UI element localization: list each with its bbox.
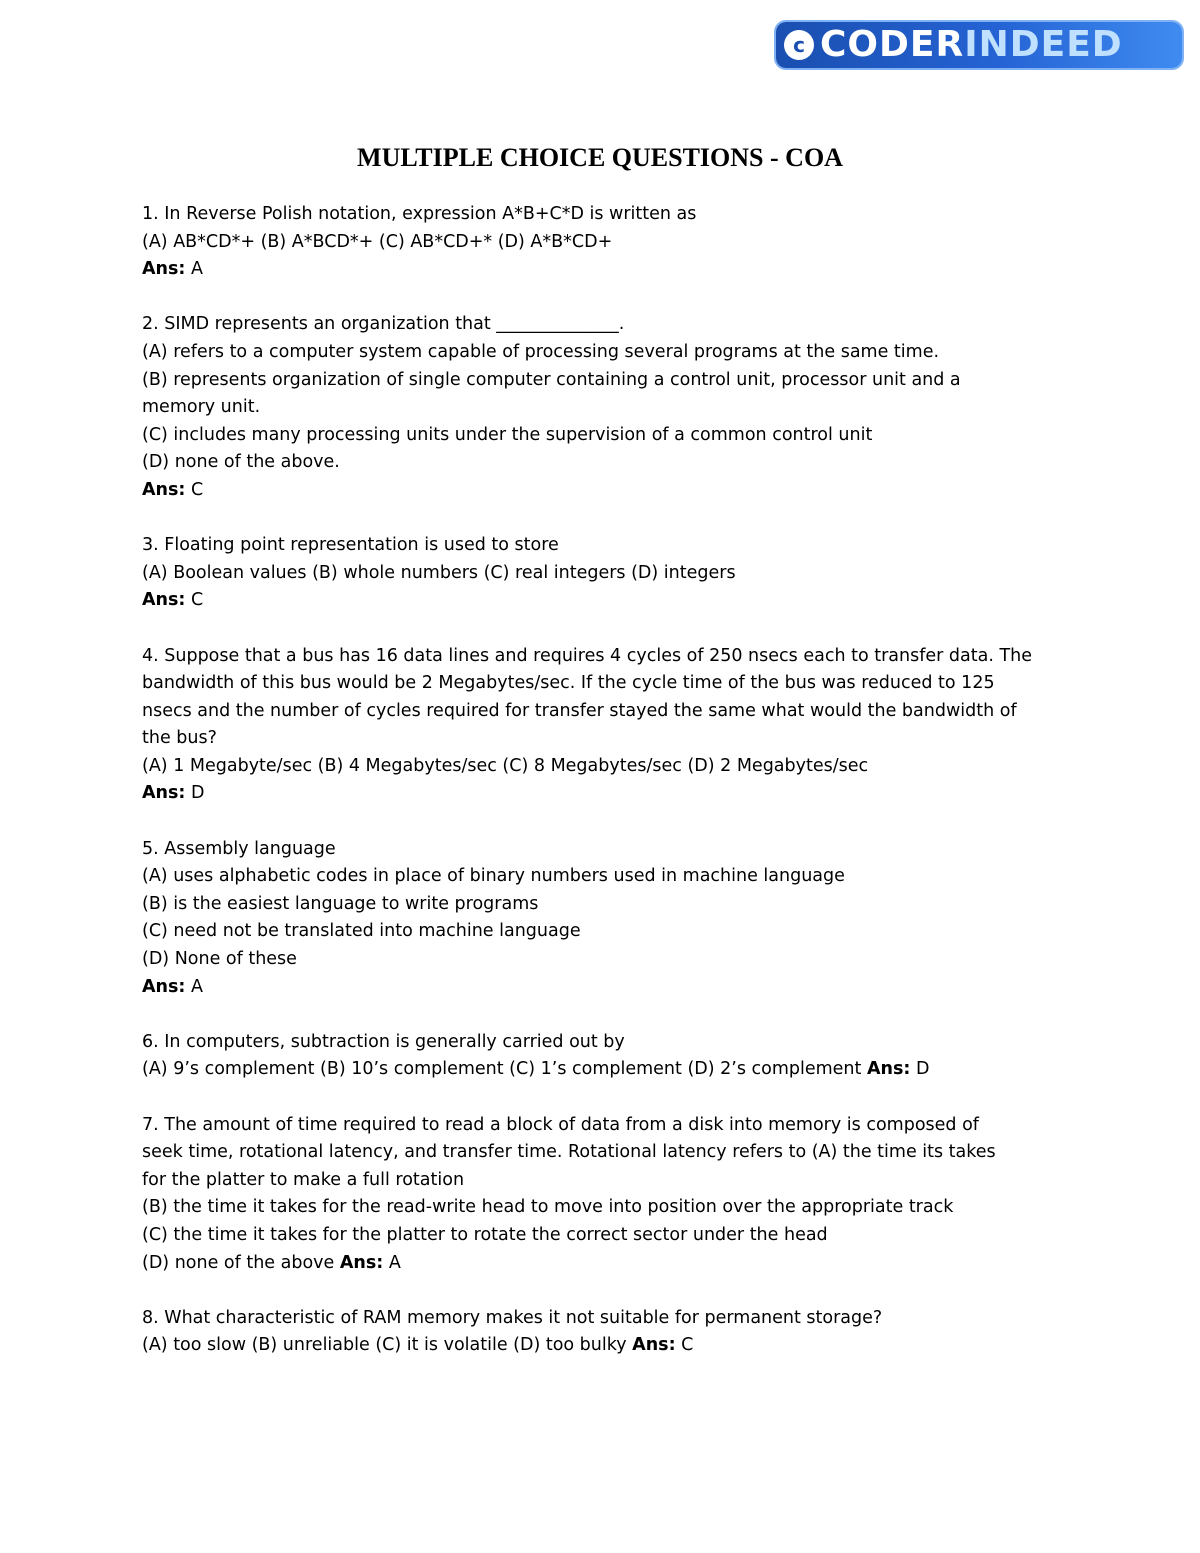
questions-list xyxy=(142,201,1062,1388)
question-text: 7. The amount of time required to read a block of data from a disk into memory is composed of xyxy=(142,1114,979,1135)
question-option-line: (A) uses alphabetic codes in place of binary numbers used in machine language xyxy=(142,866,845,887)
answer-line xyxy=(142,256,1062,284)
question-text: 6. In computers, subtraction is generally carried out by xyxy=(142,1031,625,1052)
answer-line-options: (A) 9’s complement (B) 10’s complement (C) 1’s complement (D) 2’s complement xyxy=(142,1059,867,1080)
logo-wordmark xyxy=(820,24,1123,65)
answer-value: A xyxy=(185,976,203,997)
answer-value: A xyxy=(383,1252,401,1273)
answer-label: Ans: xyxy=(142,783,186,804)
question-option-line: (C) includes many processing units under the supervision of a common control unit xyxy=(142,424,873,445)
answer-value: D xyxy=(910,1059,930,1080)
question-text: 4. Suppose that a bus has 16 data lines and requires 4 cycles of 250 nsecs each to transfer data. The xyxy=(142,645,1032,666)
answer-value: A xyxy=(185,259,203,280)
question-option-line: bandwidth of this bus would be 2 Megabytes/sec. If the cycle time of the bus was reduced to 125 xyxy=(142,673,995,694)
answer-line xyxy=(142,974,1062,1002)
question-option-line: memory unit. xyxy=(142,397,261,418)
question-block xyxy=(142,311,1062,504)
answer-value: D xyxy=(185,783,205,804)
answer-label: Ans: xyxy=(339,1252,384,1273)
question-text: 5. Assembly language xyxy=(142,838,336,859)
question-block xyxy=(142,1305,1062,1360)
question-option-line: (A) AB*CD*+ (B) A*BCD*+ (C) AB*CD+* (D) A*B*CD+ xyxy=(142,231,613,252)
answer-value: C xyxy=(185,479,204,500)
question-option-line: (B) is the easiest language to write programs xyxy=(142,893,539,914)
answer-line xyxy=(142,1250,1062,1278)
answer-label: Ans: xyxy=(142,259,186,280)
answer-line-options: (A) too slow (B) unreliable (C) it is volatile (D) too bulky xyxy=(142,1335,633,1356)
question-option-line: for the platter to make a full rotation xyxy=(142,1169,465,1190)
answer-line xyxy=(142,1332,1062,1360)
question-option-line: nsecs and the number of cycles required for transfer stayed the same what would the bandwidth of xyxy=(142,700,1017,721)
copyright-c-icon xyxy=(784,30,814,60)
answer-label: Ans: xyxy=(142,976,186,997)
question-text: 2. SIMD represents an organization that ______________. xyxy=(142,314,625,335)
answer-line-options: (D) none of the above xyxy=(142,1252,340,1273)
question-block xyxy=(142,1029,1062,1084)
answer-line xyxy=(142,587,1062,615)
question-block xyxy=(142,532,1062,615)
coderindeed-logo xyxy=(776,22,1182,68)
document-title: MULTIPLE CHOICE QUESTIONS - COA xyxy=(357,143,843,172)
question-option-line: (B) the time it takes for the read-write head to move into position over the appropriate track xyxy=(142,1197,954,1218)
answer-label: Ans: xyxy=(632,1335,676,1356)
question-option-line: (D) None of these xyxy=(142,949,297,970)
question-option-line: (D) none of the above. xyxy=(142,452,340,473)
question-block xyxy=(142,643,1062,809)
answer-label: Ans: xyxy=(142,479,186,500)
answer-line xyxy=(142,780,1062,808)
answer-line xyxy=(142,1056,1062,1084)
question-text: 1. In Reverse Polish notation, expression A*B+C*D is written as xyxy=(142,204,697,224)
logo-text-coder: CODER xyxy=(820,24,965,65)
answer-value: C xyxy=(185,590,204,611)
question-text: 3. Floating point representation is used to store xyxy=(142,535,559,556)
question-option-line: (C) need not be translated into machine language xyxy=(142,921,581,942)
question-option-line: (A) Boolean values (B) whole numbers (C) real integers (D) integers xyxy=(142,562,736,583)
question-option-line: (A) 1 Megabyte/sec (B) 4 Megabytes/sec (C) 8 Megabytes/sec (D) 2 Megabytes/sec xyxy=(142,755,869,776)
question-option-line: (A) refers to a computer system capable of processing several programs at the same time. xyxy=(142,341,940,362)
question-text: 8. What characteristic of RAM memory makes it not suitable for permanent storage? xyxy=(142,1307,883,1328)
answer-label: Ans: xyxy=(866,1059,911,1080)
logo-mark-letter: c xyxy=(793,33,805,57)
answer-line xyxy=(142,477,1062,505)
answer-value: C xyxy=(675,1335,694,1356)
question-option-line: the bus? xyxy=(142,728,217,749)
question-block xyxy=(142,201,1062,284)
question-block xyxy=(142,1112,1062,1278)
question-block xyxy=(142,836,1062,1002)
logo-text-indeed: INDEED xyxy=(964,24,1123,65)
answer-label: Ans: xyxy=(142,590,186,611)
question-option-line: (B) represents organization of single computer containing a control unit, processor unit and a xyxy=(142,369,961,390)
question-option-line: seek time, rotational latency, and transfer time. Rotational latency refers to (A) the time its takes xyxy=(142,1142,996,1163)
question-option-line: (C) the time it takes for the platter to rotate the correct sector under the head xyxy=(142,1224,828,1245)
